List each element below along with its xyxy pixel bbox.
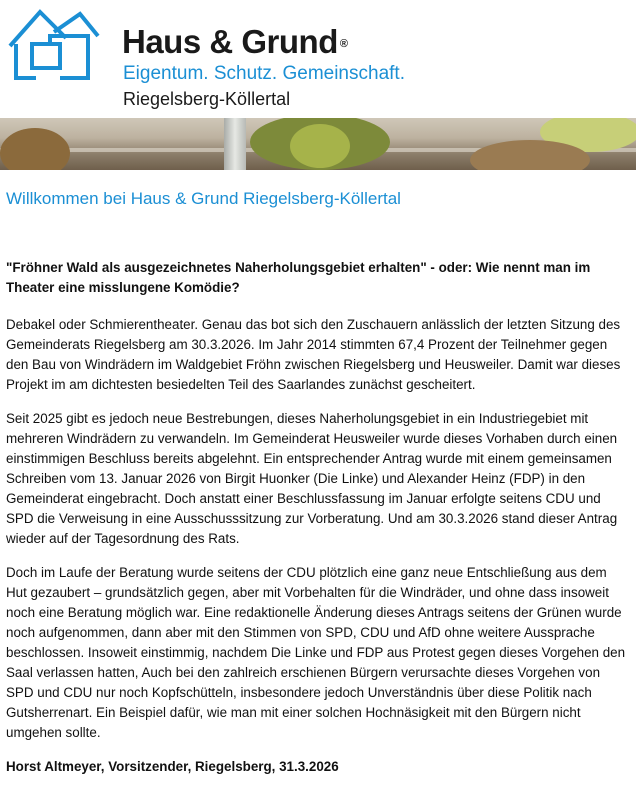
article-signature: Horst Altmeyer, Vorsitzender, Riegelsberg, 31.3.2026 [6,759,339,774]
article-paragraph: Doch im Laufe der Beratung wurde seitens der CDU plötzlich eine ganz neue Entschließung aus dem Hut gezaubert – grundsätzlich gegen, aber mit Vorbehalten für die Windräder, und ohne dass insoweit noch eine Beratung möglich war. Eine redaktionelle Änderung dieses Antrags seitens der Grünen wurde noch aufgenommen, dann aber mit den Stimmen von SPD, CDU und AfD ohne weitere Aussprache beschlossen. Insoweit einstimmig, nachdem Die Linke und FDP aus Protest gegen dieses Vorgehen den Saal verlassen hatten, Auch bei den zahlreich erschienen Bürgern verursachte dieses Vorgehen von SPD und CDU nur noch Kopfschütteln, insbesondere jedoch Unverständnis über diese Politik nach Gutsherrenart. Ein Beispiel dafür, wie man mit einer solchen Hochnäsigkeit mit den Bürgern nicht umgehen sollte. [6,565,626,740]
banner-post [224,118,246,170]
brand-slogan: Eigentum. Schutz. Gemeinschaft. [123,63,405,84]
house-logo-icon[interactable] [6,6,102,84]
brand-name[interactable] [122,24,347,60]
article-paragraph: Debakel oder Schmierentheater. Genau das bot sich den Zuschauern anlässlich der letzten Sitzung des Gemeinderats Riegelsberg am 30.3.2026. Im Jahr 2014 stimmten 67,4 Prozent der Teilnehmer gegen den Bau von Windrädern im Waldgebiet Fröhn zwischen Riegelsberg und Heusweiler. Damit war dieses Projekt im am dichtesten besiedelten Teil des Saarlandes zunächst gescheitert. [6,317,621,392]
banner-foliage [0,128,70,170]
welcome-heading: Willkommen bei Haus & Grund Riegelsberg-Köllertal [6,189,401,208]
site-header [0,0,636,118]
article-headline: "Fröhner Wald als ausgezeichnetes Naherholungsgebiet erhalten" - oder: Wie nennt man im Theater eine misslungene Komödie? [6,260,591,295]
garden-banner-photo [0,118,636,170]
article [6,258,630,791]
article-paragraph: Seit 2025 gibt es jedoch neue Bestrebungen, dieses Naherholungsgebiet in ein Industriegebiet mit mehreren Windrädern zu verwandeln. Im Gemeinderat Heusweiler wurde dieses Vorhaben durch einen einstimmigen Beschluss bereits abgelehnt. Ein entsprechender Antrag wurde mit einem gemeinsamen Schreiben vom 13. Januar 2026 von Birgit Huonker (Die Linke) und Alexander Heinz (FDP) in den Gemeinderat eingebracht. Doch anstatt einer Beschlussfassung im Januar erfolgte seitens CDU und SPD die Verweisung in eine Ausschusssitzung zur Vorberatung. Und am 30.3.2026 stand dieser Antrag wieder auf der Tagesordnung des Rats. [6,411,618,546]
registered-mark: ® [339,38,348,50]
brand-name-text: Haus & Grund [122,23,338,60]
banner-foliage [290,124,350,168]
brand-location: Riegelsberg-Köllertal [123,89,291,109]
